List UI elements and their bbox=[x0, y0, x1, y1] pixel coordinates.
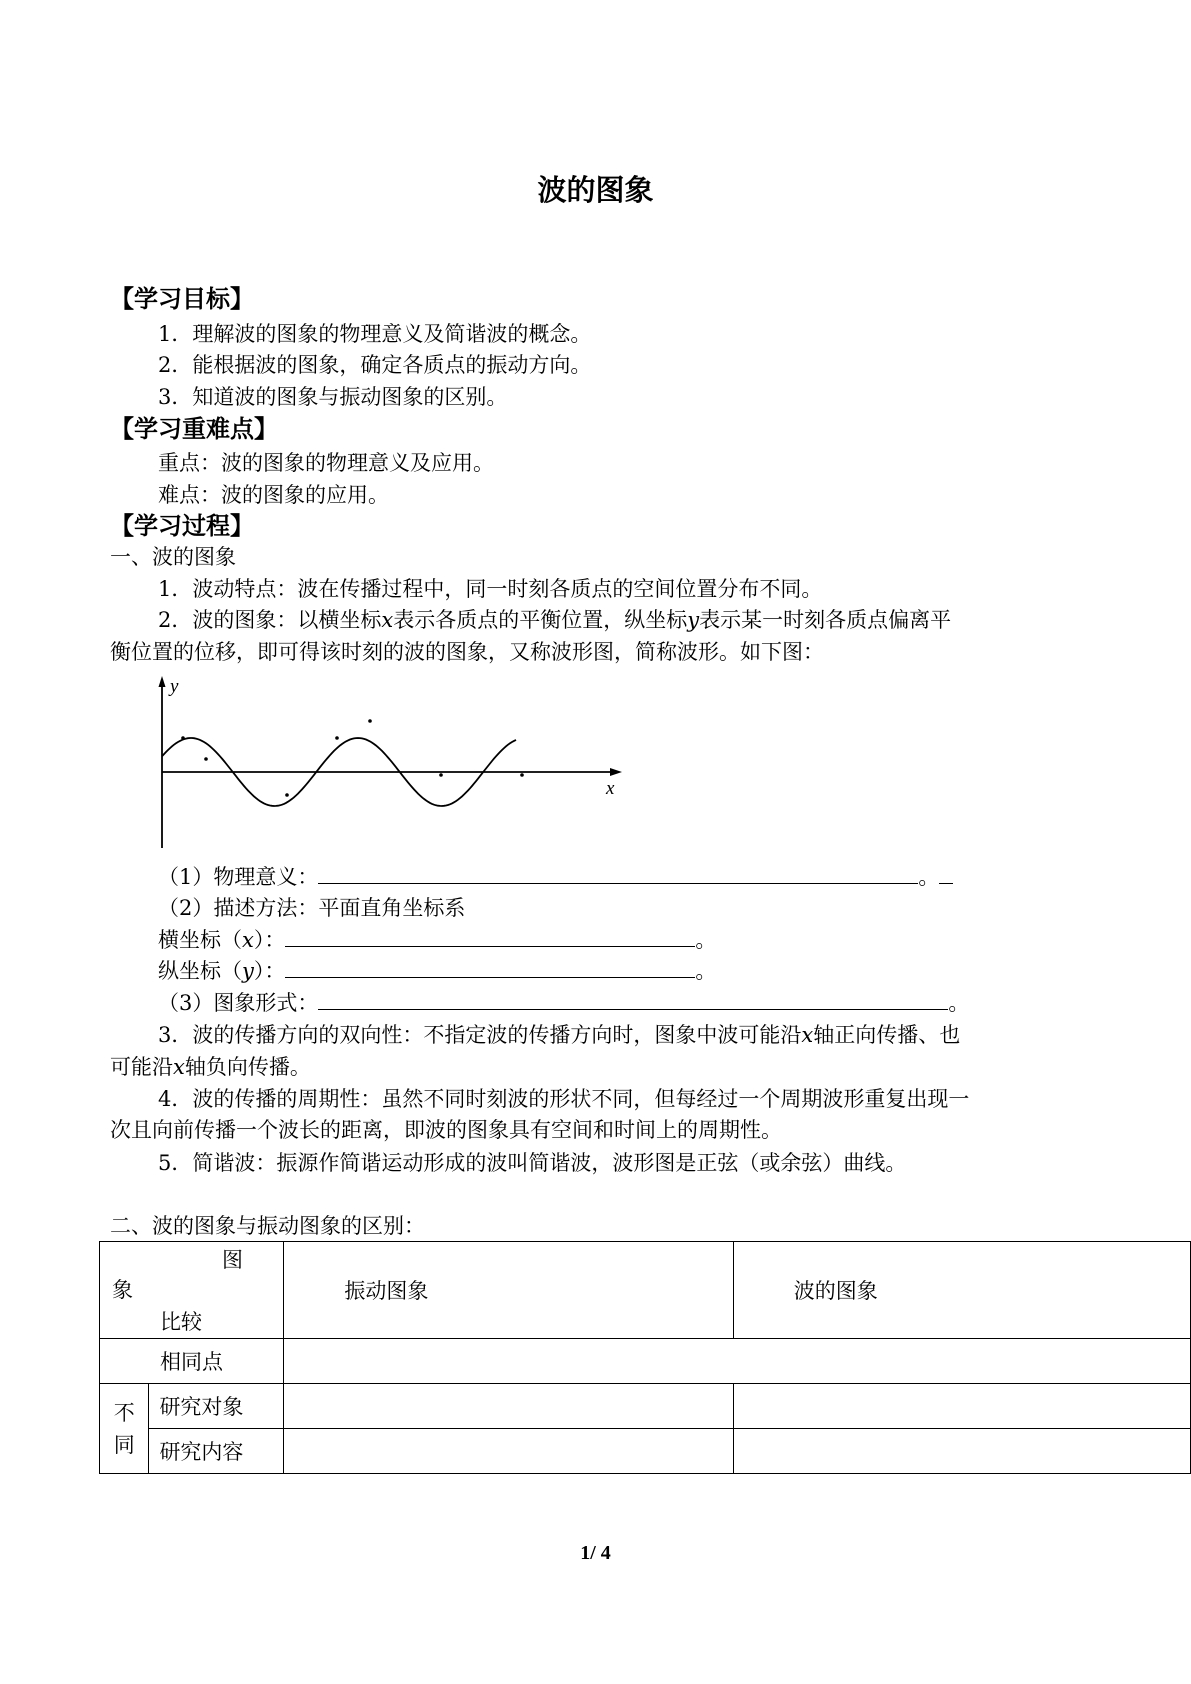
paragraph-wave-feature: 1．波动特点：波在传播过程中，同一时刻各质点的空间位置分布不同。 bbox=[158, 577, 823, 601]
keypoint-item: 难点：波的图象的应用。 bbox=[158, 483, 389, 507]
y-axis-label: y bbox=[170, 676, 179, 697]
paragraph-periodicity-cont: 次且向前传播一个波长的距离，即波的图象具有空间和时间上的周期性。 bbox=[110, 1118, 782, 1142]
page-number: 1/ 4 bbox=[580, 1542, 611, 1564]
table-cell-empty[interactable] bbox=[733, 1429, 1190, 1474]
question-y-coordinate: 纵坐标（y）： 。 bbox=[158, 959, 717, 983]
fill-blank-tail bbox=[939, 863, 953, 884]
goal-item: 3．知道波的图象与振动图象的区别。 bbox=[158, 385, 508, 409]
keypoint-item: 重点：波的图象的物理意义及应用。 bbox=[158, 451, 494, 475]
question-physical-meaning: （1）物理意义： 。 bbox=[158, 862, 953, 892]
x-axis-arrow bbox=[610, 768, 622, 776]
particle-dot bbox=[439, 773, 443, 777]
table-row bbox=[100, 1339, 1191, 1384]
part1-heading: 一、波的图象 bbox=[110, 545, 236, 569]
table-cell-empty[interactable] bbox=[284, 1339, 1191, 1384]
goal-item: 1．理解波的图象的物理意义及简谐波的概念。 bbox=[158, 322, 592, 346]
table-corner-cell: 图 象 比较 bbox=[100, 1242, 284, 1339]
particle-dot bbox=[285, 793, 289, 797]
table-header-row bbox=[100, 1242, 1191, 1339]
wave-figure bbox=[150, 676, 630, 856]
fill-blank[interactable] bbox=[285, 957, 695, 978]
section-heading-keypoints: 【学习重难点】 bbox=[110, 415, 278, 443]
particle-dot bbox=[335, 736, 339, 740]
comparison-table bbox=[99, 1241, 1191, 1474]
part2-heading: 二、波的图象与振动图象的区别： bbox=[110, 1214, 425, 1238]
table-row bbox=[100, 1429, 1191, 1474]
question-graph-form: （3）图象形式： 。 bbox=[158, 991, 970, 1015]
particle-dot bbox=[181, 736, 185, 740]
table-cell-empty[interactable] bbox=[284, 1429, 733, 1474]
fill-blank[interactable] bbox=[285, 926, 695, 947]
paragraph-bidirectional-cont: 可能沿x轴负向传播。 bbox=[110, 1055, 311, 1079]
page-title: 波的图象 bbox=[537, 173, 654, 207]
particle-dot bbox=[204, 757, 208, 761]
y-axis-arrow bbox=[159, 676, 166, 687]
table-diff-label: 不 同 bbox=[100, 1384, 149, 1474]
table-row-label-content: 研究内容 bbox=[149, 1429, 284, 1474]
x-axis-label: x bbox=[606, 778, 615, 799]
particle-dot bbox=[520, 773, 524, 777]
table-header-wave: 波的图象 bbox=[733, 1242, 1190, 1339]
fill-blank[interactable] bbox=[318, 989, 948, 1010]
section-heading-process: 【学习过程】 bbox=[110, 512, 254, 540]
table-cell-empty[interactable] bbox=[284, 1384, 733, 1429]
paragraph-wave-graph: 2．波的图象：以横坐标x表示各质点的平衡位置，纵坐标y表示某一时刻各质点偏离平 bbox=[158, 608, 952, 632]
table-row-label-object: 研究对象 bbox=[149, 1384, 284, 1429]
table-row-label-same: 相同点 bbox=[100, 1339, 284, 1384]
particle-dot bbox=[368, 719, 372, 723]
paragraph-harmonic-wave: 5．简谐波：振源作简谐运动形成的波叫简谐波，波形图是正弦（或余弦）曲线。 bbox=[158, 1151, 907, 1175]
table-header-vibration: 振动图象 bbox=[284, 1242, 733, 1339]
section-heading-goals: 【学习目标】 bbox=[110, 285, 254, 313]
goal-item: 2．能根据波的图象，确定各质点的振动方向。 bbox=[158, 353, 592, 377]
table-cell-empty[interactable] bbox=[733, 1384, 1190, 1429]
paragraph-periodicity: 4．波的传播的周期性：虽然不同时刻波的形状不同，但每经过一个周期波形重复出现一 bbox=[158, 1087, 970, 1111]
question-description-method: （2）描述方法：平面直角坐标系 bbox=[158, 896, 466, 920]
question-x-coordinate: 横坐标（x）： 。 bbox=[158, 928, 717, 952]
table-row bbox=[100, 1384, 1191, 1429]
fill-blank[interactable] bbox=[318, 863, 918, 884]
paragraph-bidirectional: 3．波的传播方向的双向性：不指定波的传播方向时，图象中波可能沿x轴正向传播、也 bbox=[158, 1023, 961, 1047]
paragraph-wave-graph-cont: 衡位置的位移，即可得该时刻的波的图象，又称波形图，简称波形。如下图： bbox=[110, 640, 824, 664]
